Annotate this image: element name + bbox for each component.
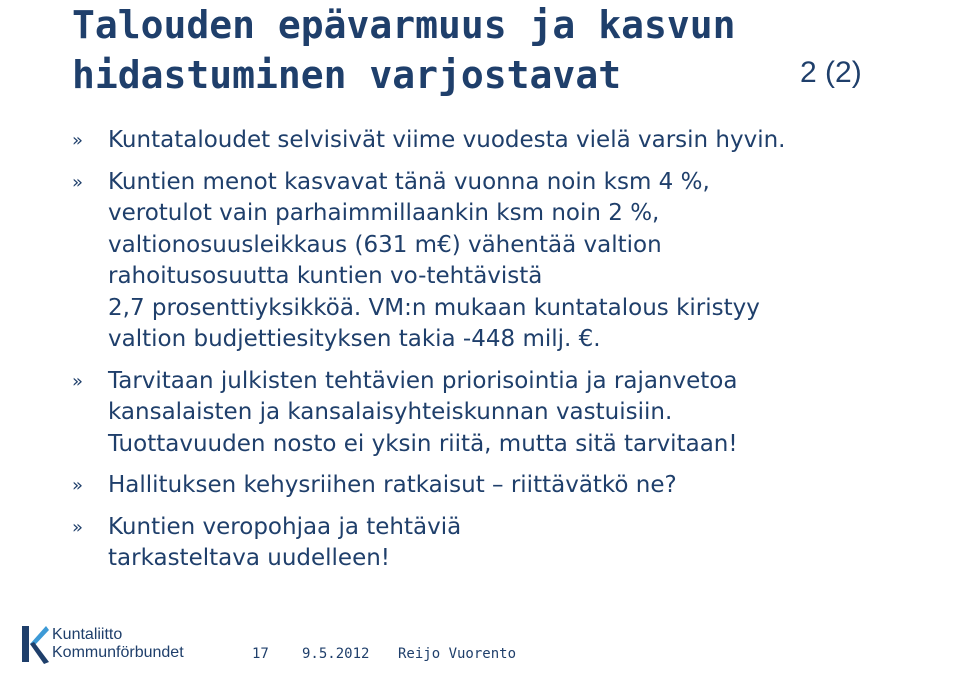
slide-author: Reijo Vuorento <box>398 646 517 662</box>
bullet-marker: » <box>72 130 84 151</box>
bullet-item <box>72 125 932 157</box>
bullet-text-line: rahoitusosuutta kuntien vo-tehtävistä <box>108 263 543 289</box>
bullet-text-line: Tarvitaan julkisten tehtävien priorisointia ja rajanvetoa <box>108 367 738 394</box>
bullet-item <box>72 167 932 356</box>
bullet-item <box>72 470 932 502</box>
bullet-text-line: kansalaisten ja kansalaisyhteiskunnan vastuisiin. <box>108 399 673 425</box>
bullet-text-line: Kuntataloudet selvisivät viime vuodesta vielä varsin hyvin. <box>108 127 786 153</box>
bullet-list <box>72 125 932 585</box>
slide-number: 17 <box>252 646 269 662</box>
slide-title-line: Talouden epävarmuus ja kasvun <box>72 3 736 47</box>
bullet-text-line: valtionosuusleikkaus (631 m€) vähentää valtion <box>108 231 662 258</box>
page-indicator: 2 (2) <box>800 56 862 89</box>
bullet-item <box>72 366 932 461</box>
bullet-marker: » <box>72 370 84 392</box>
bullet-text-line: tarkasteltava uudelleen! <box>108 545 391 571</box>
slide-title-line: hidastuminen varjostavat <box>72 53 622 97</box>
bullet-text-line: valtion budjettiesityksen takia -448 milj. €. <box>108 326 601 352</box>
kuntaliitto-logo <box>20 622 190 672</box>
logo-text <box>52 626 184 662</box>
logo-text-line: Kommunförbundet <box>52 644 184 661</box>
bullet-text-line: Hallituksen kehysriihen ratkaisut – riittävätkö ne? <box>108 472 677 498</box>
bullet-text-line: Kuntien menot kasvavat tänä vuonna noin ksm 4 %, <box>108 168 710 195</box>
bullet-marker: » <box>72 516 84 538</box>
bullet-text-line: 2,7 prosenttiyksikköä. VM:n mukaan kuntatalous kiristyy <box>108 294 760 321</box>
bullet-marker: » <box>72 475 84 496</box>
logo-text-line: Kuntaliitto <box>52 626 123 643</box>
bullet-item <box>72 512 932 575</box>
bullet-text-line: Tuottavuuden nosto ei yksin riitä, mutta sitä tarvitaan! <box>108 430 738 457</box>
bullet-text-line: verotulot vain parhaimmillaankin ksm noin 2 %, <box>108 200 660 226</box>
kuntaliitto-logo-icon <box>20 622 50 666</box>
slide-date: 9.5.2012 <box>302 646 370 662</box>
slide-footer <box>0 610 960 683</box>
bullet-marker: » <box>72 171 84 193</box>
bullet-text-line: Kuntien veropohjaa ja tehtäviä <box>108 513 462 540</box>
